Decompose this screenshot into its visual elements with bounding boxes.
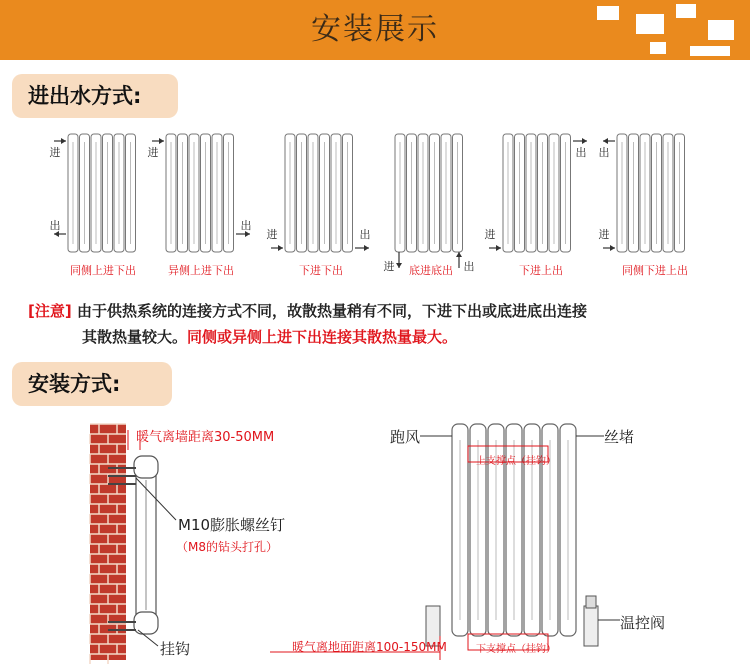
wall-distance-label: 暖气离墙距离30-50MM <box>136 430 275 445</box>
outlet-label: 出 <box>463 260 475 273</box>
radiator-header-top <box>134 456 158 478</box>
diagram-caption: 异侧上进下出 <box>168 264 234 277</box>
inlet-label: 进 <box>147 146 159 159</box>
diagram-caption: 同侧下进上出 <box>622 264 688 277</box>
page-title: 安装展示 <box>311 12 439 47</box>
hook-label: 挂钩 <box>160 640 191 658</box>
outlet-label: 出 <box>575 146 587 159</box>
lower-support-label: 下支撑点（挂钩） <box>476 644 556 655</box>
section-label-installation: 安装方式: <box>12 362 172 406</box>
floor-distance-label: 暖气离地面距离100-150MM <box>292 640 447 654</box>
diagram-caption: 底进底出 <box>409 264 453 277</box>
note-text: 其散热量较大。 <box>82 328 188 346</box>
thermostatic-valve <box>586 596 596 608</box>
outlet-label: 出 <box>49 219 61 232</box>
diagram-caption: 同侧上进下出 <box>70 264 136 277</box>
bolt-label: M10膨胀螺丝钉 <box>178 516 286 534</box>
note-tag: [注意] <box>28 302 72 320</box>
inlet-label: 进 <box>484 228 496 241</box>
section-label-water-flow: 进出水方式: <box>12 74 178 118</box>
bolt-note-label: （M8的钻头打孔） <box>176 540 278 554</box>
outlet-label: 出 <box>359 228 371 241</box>
note-highlight: 同侧或异侧上进下出连接其散热量最大。 <box>187 328 458 346</box>
note-text: 由于供热系统的连接方式不同，故散热量稍有不同，下进下出或底进底出连接 <box>76 302 587 320</box>
valve-label: 温控阀 <box>620 614 666 632</box>
outlet-label: 出 <box>240 219 252 232</box>
vent-label: 跑风 <box>390 428 421 446</box>
outlet-pipe <box>584 606 598 646</box>
diagram-caption: 下进下出 <box>299 264 343 277</box>
upper-support-label: 上支撑点（挂钩） <box>476 456 556 467</box>
inlet-label: 进 <box>598 228 610 241</box>
inlet-label: 进 <box>49 146 61 159</box>
diagram-caption: 下进上出 <box>519 264 563 277</box>
inlet-label: 进 <box>266 228 278 241</box>
radiator-header-bottom <box>134 612 158 634</box>
inlet-label: 进 <box>383 260 395 273</box>
outlet-label: 出 <box>598 146 610 159</box>
plug-label: 丝堵 <box>604 428 635 446</box>
